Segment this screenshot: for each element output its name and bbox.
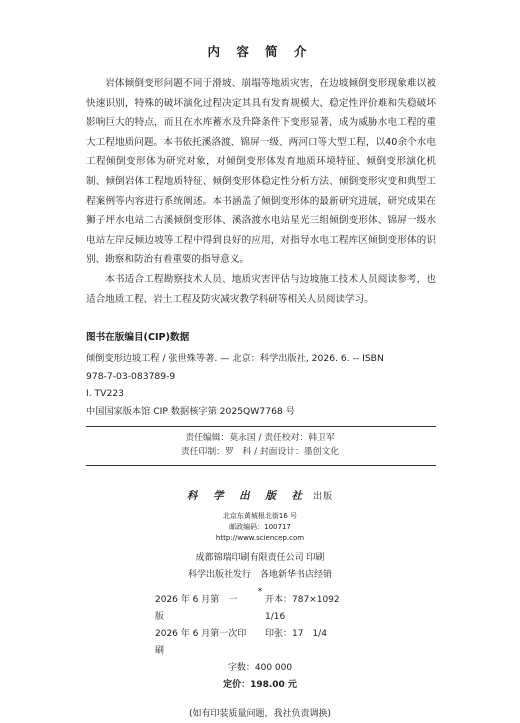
- word-count: 字数：400 000: [227, 663, 293, 673]
- spec-block: [0, 592, 520, 723]
- publisher-postcode: 邮政编码：100717: [229, 523, 291, 531]
- publisher-suffix: 出版: [313, 492, 334, 502]
- separator-star: *: [257, 587, 263, 597]
- format-text: 开本：787×1092 1/16: [265, 595, 349, 622]
- cip-isbn: 978-7-03-083789-9: [86, 370, 176, 382]
- editors-line-1: 责任编辑：莫永国 / 责任校对：韩卫军: [185, 433, 335, 443]
- intro-body: [86, 74, 436, 309]
- spec-row: [0, 592, 520, 626]
- editors-line-2: 责任印制：罗 科 / 封面设计：墨创文化: [180, 447, 340, 457]
- cip-classification: Ⅰ. TV223: [86, 388, 124, 399]
- cip-record-number: 中国国家版本馆 CIP 数据核字第 2025QW7768 号: [86, 405, 295, 417]
- cip-block: [86, 330, 436, 420]
- intro-paragraph-1: 岩体倾倒变形问题不同于滑坡、崩塌等地质灾害，在边坡倾倒变形现象难以被快速识别，特殊的破坏演化过程决定其具有发育规模大、稳定性评价难和失稳破坏影响巨大的特点，而且在水库蓄水及升降条件下变形显著，成为威胁水电工程的重大工程地质问题。本书依托溪洛渡、锦屏一级、两河口等大型工程，以40余个水电工程倾倒变形体为研究对象，对倾倒变形体发育地质环境特征、倾倒变形演化机制、倾倒岩体工程地质特征、倾倒变形体稳定性分析方法、倾倒变形灾变和典型工程案例等内容进行系统阐述。本书涵盖了倾倒变形体的最新研究进展，研究成果在狮子坪水电站二古溪倾倒变形体、溪洛渡水电站星光三组倾倒变形体、锦屏一级水电站左岸反倾边坡等工程中得到良好的应用，对指导水电工程库区倾倒变形体的识别、勘察和防治有着重要的指导意义。: [86, 78, 436, 266]
- divider-bottom: [86, 465, 436, 466]
- publisher-logo-text: 科 学 出 版 社: [186, 490, 308, 502]
- publisher-name-line: [0, 484, 520, 503]
- publisher-website: http://www.sciencep.com: [215, 534, 305, 542]
- cip-line: 倾倒变形边坡工程 / 张世殊等著. — 北京：科学出版社, 2026. 6. -- ISBN: [86, 353, 384, 364]
- publisher-block: [0, 484, 520, 601]
- distributor-line: 科学出版社发行 各地新华书店经销: [187, 570, 332, 580]
- intro-paragraph-2: 本书适合工程勘察技术人员、地质灾害评估与边坡施工技术人员阅读参考，也适合地质工程、岩土工程及防灾减灾教学科研等相关人员阅读学习。: [86, 273, 436, 305]
- spec-row: [0, 626, 520, 660]
- cip-heading: 图书在版编目(CIP)数据: [86, 332, 190, 343]
- price: 定价：198.00 元: [223, 680, 297, 690]
- divider-top: [86, 426, 436, 427]
- sheets-text: 印张：17 1/4: [265, 629, 327, 639]
- editors-block: [0, 431, 520, 459]
- publisher-address: 北京东黄城根北街16 号: [222, 512, 298, 520]
- printing-text: 2026 年 6 月第一次印刷: [155, 629, 247, 656]
- edition-text: 2026 年 6 月第 一 版: [155, 595, 247, 622]
- intro-title: 内 容 简 介: [207, 44, 313, 59]
- printer-line: 成都锦瑞印刷有限责任公司 印刷: [195, 553, 325, 563]
- quality-notice: (如有印装质量问题，我社负责调换): [188, 709, 332, 719]
